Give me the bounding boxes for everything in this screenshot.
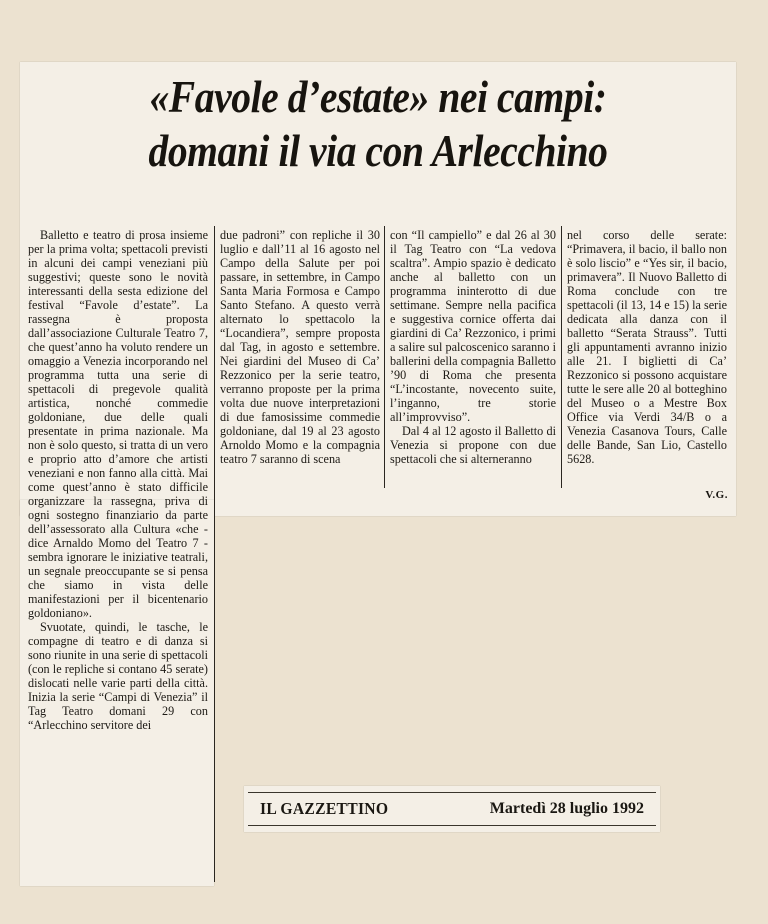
- publication-date: Martedì 28 luglio 1992: [489, 800, 644, 817]
- paragraph: Dal 4 al 12 agosto il Balletto di Venezia si propone con due spettacoli che si alterneranno: [390, 424, 556, 466]
- newspaper-masthead: [248, 792, 656, 826]
- newspaper-name: IL GAZZETTINO: [260, 799, 389, 818]
- column-rule: [214, 226, 215, 882]
- paragraph: Svuotate, quindi, le tasche, le compagne di teatro e di danza si sono riunite in una serie di spettacoli (con le repliche si contano 45 serate) dislocati nelle varie parti della città. Inizia la serie “Campi di Venezia” il Tag Teatro domani 29 con “Arlecchino servitore dei: [28, 620, 208, 732]
- article-headline: [72, 70, 684, 178]
- headline-line-1: «Favole d’estate» nei campi:: [149, 71, 607, 122]
- column-rule: [384, 226, 385, 488]
- article-column-1: [28, 228, 208, 878]
- article-column-4: [567, 228, 727, 488]
- paragraph: Balletto e teatro di prosa insieme per la prima volta; spettacoli previsti in alcuni dei campi veneziani più suggestivi; queste sono le novità interessanti della sesta edizione del festival “Favole d’estate”. La rassegna è proposta dall’associazione Culturale Teatro 7, che quest’anno ha voluto rendere un omaggio a Venezia incorporando nel programma tutta una serie di spettacoli di pregevole qualità artistica, nonché commedie goldoniane, due delle quali presentate in prima nazionale. Ma non è solo questo, si tratta di un vero e proprio atto d’amore che artisti veneziani e non fanno alla città. Mai come quest’anno è stato difficile organizzare la rassegna, priva di ogni sostegno finanziario da parte dell’assessorato alla Cultura «che - dice Arnaldo Momo del Teatro 7 - sembra ignorare le iniziative teatrali, un segnale preoccupante se si pensa che siamo in vista delle manifestazioni per il bicentenario goldoniano».: [28, 228, 208, 620]
- paragraph: nel corso delle serate: “Primavera, il bacio, il ballo non è solo liscio” e “Yes sir, il bacio, primavera”. Il Nuovo Balletto di Roma conclude con tre spettacoli (il 13, 14 e 15) la serie dedicata alla danza con il balletto “Serata Strauss”. Tutti gli appuntamenti avranno inizio alle 21. I biglietti di Ca’ Rezzonico si possono acquistare tutte le sere alle 20 al botteghino del Museo o a Mestre Box Office via Verdi 34/B o a Venezia Casanova Tours, Calle delle Bande, San Lio, Castello 5628.: [567, 228, 727, 466]
- article-column-2: [220, 228, 380, 488]
- headline-line-2: domani il via con Arlecchino: [148, 125, 608, 176]
- author-signature: V.G.: [705, 489, 728, 501]
- paragraph: due padroni” con repliche il 30 luglio e dall’11 al 16 agosto nel Campo della Salute per poi passare, in settembre, in Campo Santa Maria Formosa e Campo Santo Stefano. A questo verrà alternato lo spettacolo la “Locandiera”, sempre proposta dal Tag, in agosto e settembre. Nei giardini del Museo di Ca’ Rezzonico per la serie teatro, verranno proposte per la prima volta due nuove interpretazioni di due famosissime commedie goldoniane, dal 19 al 23 agosto Arnoldo Momo e la compagnia teatro 7 saranno di scena: [220, 228, 380, 466]
- column-rule: [561, 226, 562, 488]
- article-column-3: [390, 228, 556, 488]
- paragraph: con “Il campiello” e dal 26 al 30 il Tag Teatro con “La vedova scaltra”. Ampio spazio è dedicato anche al balletto con un programma ininterotto di due settimane. Sempre nella pacifica e suggestiva cornice offerta dai giardini di Ca’ Rezzonico, i primi a salire sul palcoscenico saranno i ballerini della compagnia Balletto ’90 di Roma che presenta “L’incostante, novecento suite, l’inganno, tre storie all’improvviso”.: [390, 228, 556, 424]
